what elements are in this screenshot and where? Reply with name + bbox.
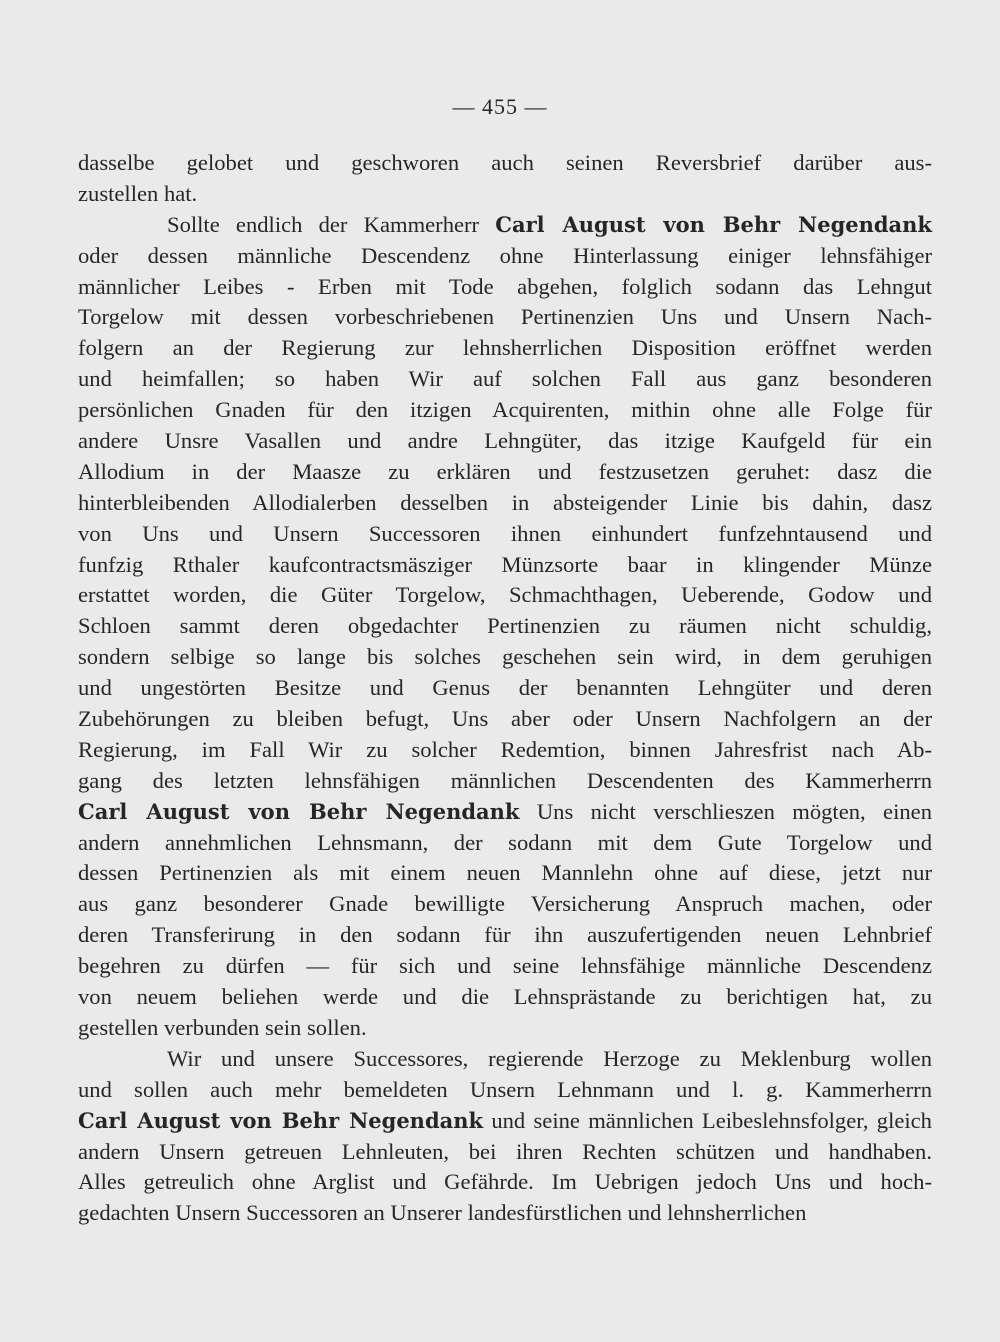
text-line: Regierung, im Fall Wir zu solcher Redemtion, binnen Jahresfrist nach Ab- xyxy=(78,736,932,762)
text-line: gedachten Unsern Successoren an Unserer landesfürstlichen und lehnsherrlichen xyxy=(78,1200,807,1226)
text-line: Allodium in der Maasze zu erklären und festzusetzen geruhet: dasz die xyxy=(78,458,932,484)
text-line: männlicher Leibes - Erben mit Tode abgehen, folglich sodann das Lehngut xyxy=(78,273,932,299)
text-line: Carl August von Behr Negendank Uns nicht verschlieszen mögten, einen xyxy=(78,798,932,824)
text-line: deren Transferirung in den sodann für ihn auszufertigenden neuen Lehnbrief xyxy=(78,922,932,948)
text-line: Alles getreulich ohne Arglist und Gefährde. Im Uebrigen jedoch Uns und hoch- xyxy=(78,1169,932,1195)
paragraph xyxy=(78,1044,932,1229)
paragraph xyxy=(78,210,932,1044)
text-line: funfzig Rthaler kaufcontractsmäsziger Münzsorte baar in klingender Münze xyxy=(78,551,932,577)
text-line: dasselbe gelobet und geschworen auch seinen Reversbrief darüber aus- xyxy=(78,150,932,175)
text-line: Zubehörungen zu bleiben befugt, Uns aber oder Unsern Nachfolgern an der xyxy=(78,706,932,732)
text-line: Torgelow mit dessen vorbeschriebenen Pertinenzien Uns und Unsern Nach- xyxy=(78,304,932,330)
text-line: persönlichen Gnaden für den itzigen Acquirenten, mithin ohne alle Folge für xyxy=(78,397,932,423)
text-line: von neuem beliehen werde und die Lehnsprästande zu berichtigen hat, zu xyxy=(78,984,932,1010)
text-line: und heimfallen; so haben Wir auf solchen Fall aus ganz besonderen xyxy=(78,366,932,392)
bold-name: Carl August von Behr Negendank xyxy=(495,211,932,237)
text-line: andern Unsern getreuen Lehnleuten, bei ihren Rechten schützen und handhaben. xyxy=(78,1138,932,1164)
text-line: dessen Pertinenzien als mit einem neuen Mannlehn ohne auf diese, jetzt nur xyxy=(78,860,932,886)
bold-name: Carl August von Behr Negendank xyxy=(78,798,520,824)
text-line: andern annehmlichen Lehnsmann, der sodann mit dem Gute Torgelow und xyxy=(78,829,932,855)
text-line: von Uns und Unsern Successoren ihnen einhundert funfzehntausend und xyxy=(78,520,932,546)
text-line: hinterbleibenden Allodialerben desselben in absteigender Linie bis dahin, dasz xyxy=(78,489,932,515)
text-line: Carl August von Behr Negendank und seine männlichen Leibeslehnsfolger, gleich xyxy=(78,1107,932,1133)
text-line: zustellen hat. xyxy=(78,180,198,206)
paragraph xyxy=(78,148,932,210)
text-line: und ungestörten Besitze und Genus der benannten Lehngüter und deren xyxy=(78,675,932,701)
text-line: gestellen verbunden sein sollen. xyxy=(78,1014,367,1040)
text-line: folgern an der Regierung zur lehnsherrlichen Disposition eröffnet werden xyxy=(78,335,932,361)
text-line: Schloen sammt deren obgedachter Pertinenzien zu räumen nicht schuldig, xyxy=(78,613,932,639)
text-line: und sollen auch mehr bemeldeten Unsern Lehnmann und l. g. Kammerherrn xyxy=(78,1076,932,1102)
text-line: erstattet worden, die Güter Torgelow, Schmachthagen, Ueberende, Godow und xyxy=(78,582,932,608)
body-text xyxy=(78,148,932,1229)
text-line: aus ganz besonderer Gnade bewilligte Versicherung Anspruch machen, oder xyxy=(78,891,932,917)
text-line: oder dessen männliche Descendenz ohne Hinterlassung einiger lehnsfähiger xyxy=(78,242,932,268)
text-line: begehren zu dürfen — für sich und seine lehnsfähige männliche Descendenz xyxy=(78,953,932,979)
bold-name: Carl August von Behr Negendank xyxy=(78,1107,484,1133)
text-line: sondern selbige so lange bis solches geschehen sein wird, in dem geruhigen xyxy=(78,644,932,670)
page-number: — 455 — xyxy=(452,94,548,119)
text-line: andere Unsre Vasallen und andre Lehngüter, das itzige Kaufgeld für ein xyxy=(78,428,932,454)
text-line: gang des letzten lehnsfähigen männlichen Descendenten des Kammerherrn xyxy=(78,767,932,793)
text-line: Wir und unsere Successores, regierende Herzoge zu Meklenburg wollen xyxy=(167,1045,932,1071)
text-line: Sollte endlich der Kammerherr Carl August von Behr Negendank xyxy=(167,211,932,237)
